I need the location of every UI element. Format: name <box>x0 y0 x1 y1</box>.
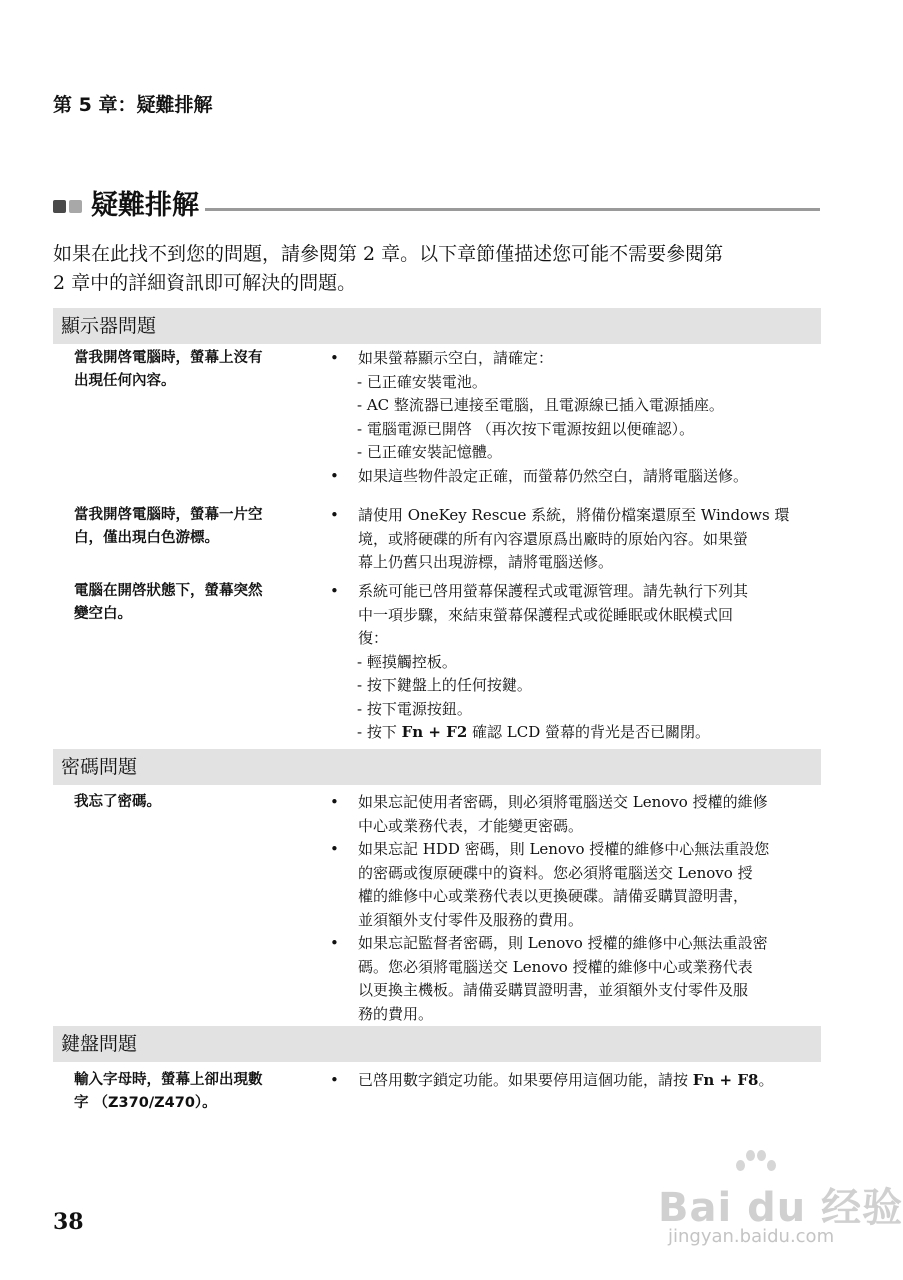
issue-line: 當我開啓電腦時，螢幕一片空 <box>74 507 263 523</box>
answer-white-cursor <box>330 504 820 575</box>
bullet-item <box>330 838 820 932</box>
issue-screen-goes-blank <box>74 580 312 626</box>
dash-text: 確認 LCD 螢幕的背光是否已關閉。 <box>467 723 711 741</box>
answer-blank-screen <box>330 347 820 488</box>
issue-line: 輸入字母時，螢幕上卻出現數 <box>74 1072 263 1088</box>
bullet-line: 請使用 OneKey Rescue 系統，將備份檔案還原至 Windows 環 <box>358 506 790 524</box>
bullet-item <box>330 932 820 1026</box>
bullet-line: 系統可能已啓用螢幕保護程式或電源管理。請先執行下列其 <box>358 582 749 600</box>
dash-item: - AC 整流器已連接至電腦，且電源線已插入電源插座。 <box>357 396 724 414</box>
dash-item: - 按下鍵盤上的任何按鍵。 <box>357 676 532 694</box>
dash-text: - 按下 <box>357 723 402 741</box>
password-problems-header: 密碼問題 <box>53 749 821 785</box>
bullet-line: 的密碼或復原硬碟中的資料。您必須將電腦送交 Lenovo 授 <box>358 863 753 882</box>
bullet-icon: • <box>330 840 339 858</box>
issue-numbers-instead-of-letters <box>74 1069 312 1115</box>
bullet-item <box>330 580 820 651</box>
bullet-icon: • <box>330 466 339 485</box>
intro-line: 如果在此找不到您的問題，請參閱第 2 章。以下章節僅描述您可能不需要參閱第 <box>53 243 724 265</box>
watermark-url: jingyan.baidu.com <box>668 1226 835 1247</box>
answer-screen-goes-blank <box>330 580 820 745</box>
bullet-icon: • <box>330 582 339 600</box>
dash-item: - 按下電源按鈕。 <box>357 699 472 718</box>
baidu-watermark <box>658 1150 903 1250</box>
dash-item: - 已正確安裝電池。 <box>357 372 487 391</box>
bullet-line: 復： <box>358 629 389 647</box>
bullet-text: 如果這些物件設定正確，而螢幕仍然空白，請將電腦送修。 <box>358 466 749 485</box>
issue-line: 變空白。 <box>74 606 132 622</box>
issue-line: 字 （Z370/Z470）。 <box>74 1095 217 1111</box>
chapter-heading: 第 5 章：疑難排解 <box>53 94 213 116</box>
light-square-icon <box>69 200 82 213</box>
intro-paragraph <box>53 240 823 298</box>
bullet-item <box>330 347 820 371</box>
issue-line: 當我開啓電腦時，螢幕上沒有 <box>74 350 263 366</box>
dash-item: - 電腦電源已開啓 （再次按下電源按鈕以便確認）。 <box>357 419 695 438</box>
bullet-icon: • <box>330 1071 339 1089</box>
bullet-icon: • <box>330 934 339 952</box>
section-heading <box>53 188 820 224</box>
issue-line: 出現任何內容。 <box>74 373 176 389</box>
dash-item: - 已正確安裝記憶體。 <box>357 443 502 461</box>
dash-item <box>330 721 820 745</box>
bullet-icon: • <box>330 793 339 811</box>
display-problems-header: 顯示器問題 <box>53 308 821 344</box>
bullet-line: 務的費用。 <box>358 1004 434 1023</box>
bullet-icon: • <box>330 506 339 524</box>
bullet-text: 。 <box>758 1071 774 1089</box>
issue-line: 電腦在開啓狀態下，螢幕突然 <box>74 583 263 599</box>
dark-square-icon <box>53 200 66 213</box>
bullet-line: 並須額外支付零件及服務的費用。 <box>358 910 584 929</box>
bullet-line: 權的維修中心或業務代表以更換硬碟。請備妥購買證明書， <box>358 887 749 905</box>
page-number: 38 <box>53 1209 84 1235</box>
bullet-item <box>330 504 820 575</box>
bullet-line: 碼。您必須將電腦送交 Lenovo 授權的維修中心或業務代表 <box>358 957 753 976</box>
key-combo: Fn + F2 <box>401 723 468 741</box>
issue-forgot-password: 我忘了密碼。 <box>74 794 161 810</box>
bullet-item <box>330 465 820 489</box>
keyboard-problems-header: 鍵盤問題 <box>53 1026 821 1062</box>
watermark-logo: Bai du 经验 <box>658 1185 903 1231</box>
bullet-line: 中心或業務代表，才能變更密碼。 <box>358 816 584 835</box>
bullet-line: 如果忘記 HDD 密碼，則 Lenovo 授權的維修中心無法重設您 <box>358 840 770 858</box>
bullet-line: 以更換主機板。請備妥購買證明書，並須額外支付零件及服 <box>358 981 749 999</box>
intro-line: 2 章中的詳細資訊即可解決的問題。 <box>53 272 357 294</box>
issue-white-cursor <box>74 504 312 550</box>
issue-line: 白，僅出現白色游標。 <box>74 530 219 546</box>
dash-item: - 輕摸觸控板。 <box>357 652 457 671</box>
answer-numbers-instead-of-letters <box>330 1069 820 1093</box>
section-title: 疑難排解 <box>91 190 199 221</box>
bullet-icon: • <box>330 349 339 367</box>
bullet-line: 境，或將硬碟的所有內容還原爲出廠時的原始內容。如果螢 <box>358 529 749 548</box>
key-combo: Fn + F8 <box>692 1071 759 1089</box>
bullet-text: 已啓用數字鎖定功能。如果要停用這個功能，請按 <box>358 1071 693 1089</box>
bullet-item <box>330 791 820 838</box>
bullet-line: 幕上仍舊只出現游標，請將電腦送修。 <box>358 553 614 571</box>
issue-blank-screen <box>74 347 312 393</box>
answer-forgot-password <box>330 791 820 1026</box>
bullet-text: 如果螢幕顯示空白，請確定： <box>358 349 554 367</box>
bullet-line: 如果忘記監督者密碼，則 Lenovo 授權的維修中心無法重設密 <box>358 934 768 952</box>
section-rule <box>205 208 820 211</box>
bullet-line: 如果忘記使用者密碼，則必須將電腦送交 Lenovo 授權的維修 <box>358 793 768 811</box>
bullet-item <box>330 1069 820 1093</box>
bullet-line: 中一項步驟，來結束螢幕保護程式或從睡眠或休眠模式回 <box>358 605 734 624</box>
